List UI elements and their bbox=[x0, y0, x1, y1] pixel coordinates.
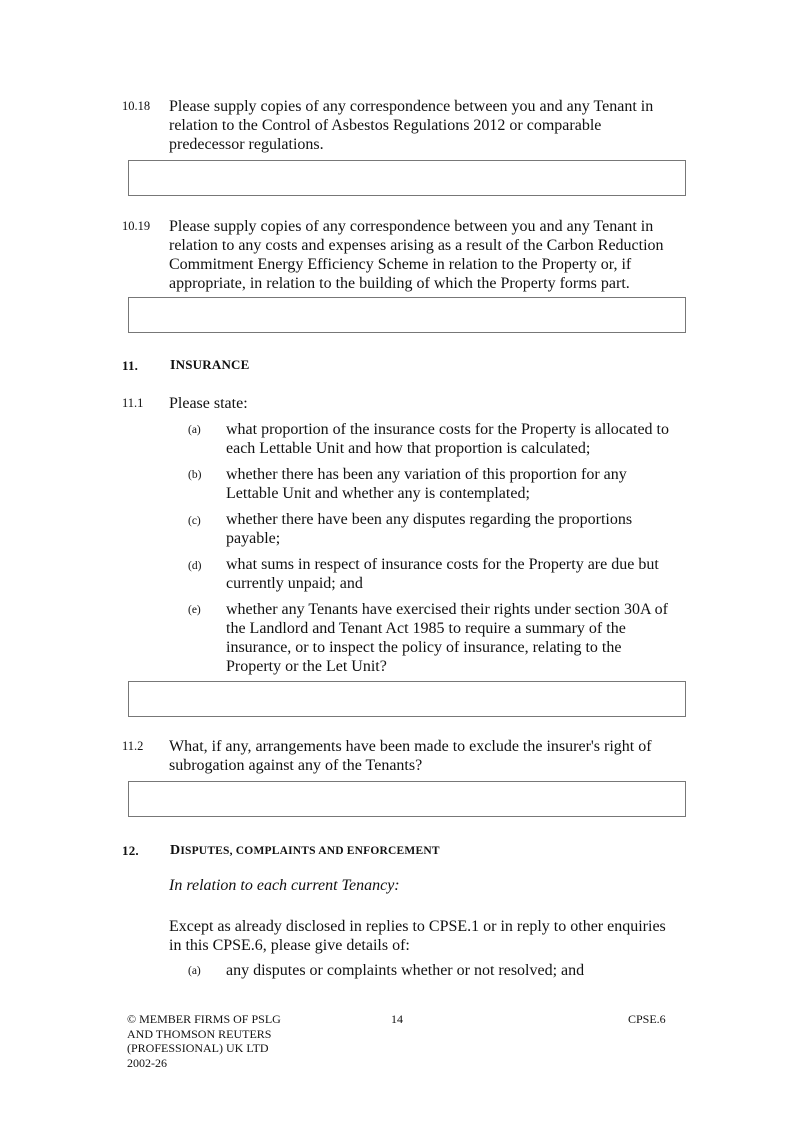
question-number-10-19: 10.19 bbox=[122, 219, 151, 233]
text-line: Commitment Energy Efficiency Scheme in relation to the Property or, if bbox=[169, 256, 632, 273]
section-number-12: 12. bbox=[122, 843, 139, 858]
text-line: payable; bbox=[226, 530, 281, 547]
text-line: predecessor regulations. bbox=[169, 136, 324, 153]
footer-line: (PROFESSIONAL) UK LTD bbox=[127, 1041, 269, 1055]
text-line: Except as already disclosed in replies to CPSE.1 or in reply to other enquiries bbox=[169, 918, 666, 935]
answer-box-11-2[interactable] bbox=[128, 781, 686, 817]
section-title-disputes: DISPUTES, COMPLAINTS AND ENFORCEMENT bbox=[170, 843, 440, 858]
text-line: what proportion of the insurance costs for the Property is allocated to bbox=[226, 421, 669, 438]
section-number-11: 11. bbox=[122, 358, 139, 373]
text-line: Lettable Unit and whether any is contemplated; bbox=[226, 485, 530, 502]
text-line: whether any Tenants have exercised their rights under section 30A of bbox=[226, 601, 668, 618]
item-label-a: (a) bbox=[188, 424, 201, 436]
text-line: relation to the Control of Asbestos Regulations 2012 or comparable bbox=[169, 117, 602, 134]
item-text-b bbox=[226, 465, 627, 503]
text-line: in this CPSE.6, please give details of: bbox=[169, 937, 410, 954]
question-number-11-2: 11.2 bbox=[122, 739, 144, 753]
question-number-11-1: 11.1 bbox=[122, 396, 144, 410]
question-text-10-19 bbox=[169, 217, 664, 293]
item-label-d: (d) bbox=[188, 560, 202, 572]
item-label-b: (b) bbox=[188, 469, 202, 481]
footer-line: 2002-26 bbox=[127, 1055, 167, 1070]
form-code: CPSE.6 bbox=[628, 1012, 666, 1026]
answer-box-10-18[interactable] bbox=[128, 160, 686, 196]
section-title-insurance: INSURANCE bbox=[170, 357, 250, 373]
item-label-c: (c) bbox=[188, 515, 201, 527]
answer-box-11-1[interactable] bbox=[128, 681, 686, 717]
text-line: relation to any costs and expenses arising as a result of the Carbon Reduction bbox=[169, 237, 664, 254]
item-label-12-a: (a) bbox=[188, 965, 201, 977]
section-12-italic-intro: In relation to each current Tenancy: bbox=[169, 877, 400, 894]
text-line: what sums in respect of insurance costs for the Property are due but bbox=[226, 556, 659, 573]
answer-box-10-19[interactable] bbox=[128, 297, 686, 333]
text-line: whether there have been any disputes regarding the proportions bbox=[226, 511, 633, 528]
footer-line: © MEMBER FIRMS OF PSLG bbox=[127, 1012, 281, 1026]
text-line: What, if any, arrangements have been made to exclude the insurer's right of bbox=[169, 738, 652, 755]
item-text-d bbox=[226, 555, 659, 593]
question-number-10-18: 10.18 bbox=[122, 99, 151, 113]
item-text-a bbox=[226, 420, 669, 458]
text-line: appropriate, in relation to the building of which the Property forms part. bbox=[169, 275, 630, 292]
page-number: 14 bbox=[391, 1012, 403, 1026]
item-text-e bbox=[226, 600, 668, 676]
text-line: whether there has been any variation of this proportion for any bbox=[226, 466, 627, 483]
footer-copyright bbox=[127, 1012, 281, 1070]
question-intro-11-1: Please state: bbox=[169, 395, 248, 412]
question-text-11-2 bbox=[169, 737, 652, 775]
text-line: the Landlord and Tenant Act 1985 to require a summary of the bbox=[226, 620, 626, 637]
text-line: Property or the Let Unit? bbox=[226, 658, 387, 675]
text-line: Please supply copies of any correspondence between you and any Tenant in bbox=[169, 218, 654, 235]
question-text-10-18 bbox=[169, 97, 653, 154]
footer-line: AND THOMSON REUTERS bbox=[127, 1026, 272, 1041]
item-text-c bbox=[226, 510, 632, 548]
text-line: currently unpaid; and bbox=[226, 575, 363, 592]
text-line: Please supply copies of any correspondence between you and any Tenant in bbox=[169, 98, 654, 115]
text-line: subrogation against any of the Tenants? bbox=[169, 757, 423, 774]
text-line: each Lettable Unit and how that proportion is calculated; bbox=[226, 440, 591, 457]
item-label-e: (e) bbox=[188, 604, 201, 616]
section-12-text bbox=[169, 917, 666, 955]
text-line: insurance, or to inspect the policy of insurance, relating to the bbox=[226, 639, 622, 656]
item-text-12-a: any disputes or complaints whether or not resolved; and bbox=[226, 962, 585, 979]
